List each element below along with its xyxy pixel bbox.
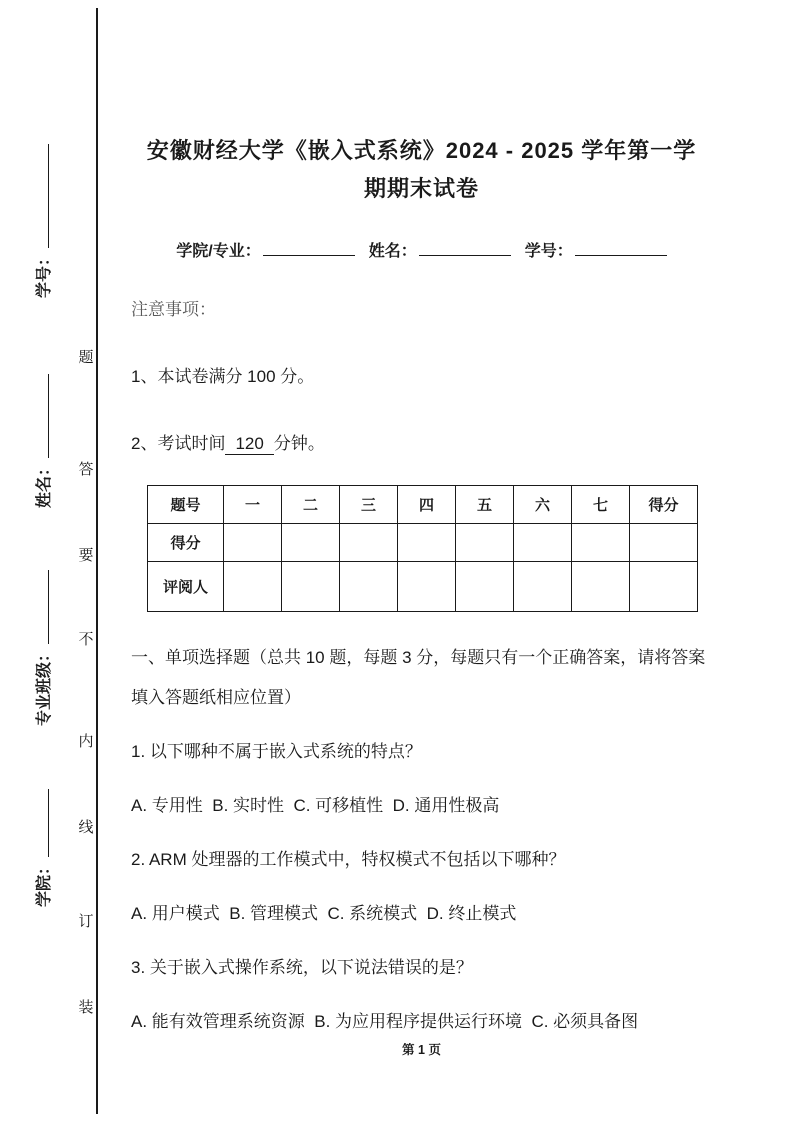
exam-title-line1: 安徽财经大学《嵌入式系统》2024 - 2025 学年第一学	[146, 138, 697, 163]
score-table-header-cell: 七	[572, 486, 630, 524]
question-3-options: A. 能有效管理系统资源 B. 为应用程序提供运行环境 C. 必须具备图	[131, 1012, 639, 1031]
score-table-empty-cell	[224, 562, 282, 612]
margin-field-class	[34, 568, 56, 726]
exam-duration-value: 120	[225, 434, 273, 455]
margin-field-college	[34, 787, 56, 907]
score-table-header-cell: 五	[456, 486, 514, 524]
margin-field-college-label: 学院：	[36, 858, 53, 907]
binding-char-da: 答	[78, 461, 94, 478]
header-field-name-blank	[419, 241, 511, 256]
note-item-duration	[131, 429, 712, 455]
header-field-student-id-label: 学号：	[524, 243, 573, 260]
binding-char-bu: 不	[78, 631, 94, 648]
score-table-header-cell: 三	[340, 486, 398, 524]
score-table-header-cell: 四	[398, 486, 456, 524]
exam-title-line2: 期期末试卷	[363, 176, 479, 201]
page-content	[131, 0, 712, 1042]
binding-char-zhuang: 装	[78, 999, 94, 1016]
question-1-options: A. 专用性 B. 实时性 C. 可移植性 D. 通用性极高	[131, 796, 500, 815]
question-3-text: 3. 关于嵌入式操作系统，以下说法错误的是？	[131, 958, 473, 977]
score-table-row-label: 得分	[148, 524, 224, 562]
score-table-header-cell: 六	[514, 486, 572, 524]
margin-field-student-id-blank	[35, 144, 49, 248]
score-table-score-row	[148, 524, 698, 562]
notes-heading: 注意事项：	[131, 300, 216, 319]
score-table-empty-cell	[398, 524, 456, 562]
header-field-college	[176, 238, 354, 261]
score-table-header-cell: 二	[282, 486, 340, 524]
score-table-empty-cell	[340, 524, 398, 562]
note-item-total-score: 1、本试卷满分 100 分。	[131, 367, 315, 386]
score-table-empty-cell	[340, 562, 398, 612]
note-item-duration-suffix: 分钟。	[273, 434, 325, 453]
page-footer: 第 1 页	[402, 1043, 441, 1057]
header-field-college-blank	[263, 241, 355, 256]
margin-field-name-blank	[35, 374, 49, 458]
score-table-empty-cell	[514, 562, 572, 612]
header-field-college-label: 学院/专业：	[176, 243, 261, 260]
score-table-empty-cell	[630, 562, 698, 612]
header-fields-row	[131, 238, 712, 261]
section-1-heading: 一、单项选择题（总共 10 题，每题 3 分，每题只有一个正确答案，请将答案填入答题纸相应位置）	[131, 648, 706, 707]
margin-field-college-blank	[35, 789, 49, 857]
score-table-empty-cell	[514, 524, 572, 562]
score-table-empty-cell	[398, 562, 456, 612]
score-table-header-cell: 得分	[630, 486, 698, 524]
score-table-empty-cell	[572, 562, 630, 612]
header-field-student-id-blank	[575, 241, 667, 256]
score-table-empty-cell	[572, 524, 630, 562]
header-field-name-label: 姓名：	[368, 243, 417, 260]
score-table-empty-cell	[456, 524, 514, 562]
binding-char-ding: 订	[78, 913, 94, 930]
question-2-text: 2. ARM 处理器的工作模式中，特权模式不包括以下哪种？	[131, 850, 566, 869]
header-field-student-id	[525, 238, 667, 261]
score-table-row-label: 评阅人	[148, 562, 224, 612]
score-table	[147, 485, 698, 612]
question-2-options: A. 用户模式 B. 管理模式 C. 系统模式 D. 终止模式	[131, 904, 517, 923]
note-item-duration-prefix: 2、考试时间	[131, 434, 226, 453]
margin-field-class-label: 专业班级：	[36, 645, 53, 726]
score-table-empty-cell	[282, 562, 340, 612]
score-table-empty-cell	[630, 524, 698, 562]
binding-char-nei: 内	[78, 733, 94, 750]
margin-field-student-id	[34, 142, 56, 298]
binding-char-yao: 要	[78, 547, 94, 564]
binding-char-ti: 题	[78, 349, 94, 366]
margin-field-name	[34, 372, 56, 508]
exam-title	[131, 132, 712, 208]
score-table-empty-cell	[456, 562, 514, 612]
score-table-reviewer-row	[148, 562, 698, 612]
score-table-header-row	[148, 486, 698, 524]
score-table-empty-cell	[282, 524, 340, 562]
question-1-text: 1. 以下哪种不属于嵌入式系统的特点？	[131, 742, 422, 761]
score-table-header-cell: 一	[224, 486, 282, 524]
score-table-header-cell: 题号	[148, 486, 224, 524]
header-field-name	[369, 238, 511, 261]
margin-field-name-label: 姓名：	[36, 459, 53, 508]
binding-char-xian: 线	[78, 819, 94, 836]
binding-line	[96, 8, 98, 1114]
score-table-empty-cell	[224, 524, 282, 562]
margin-field-student-id-label: 学号：	[36, 249, 53, 298]
margin-field-class-blank	[35, 570, 49, 644]
